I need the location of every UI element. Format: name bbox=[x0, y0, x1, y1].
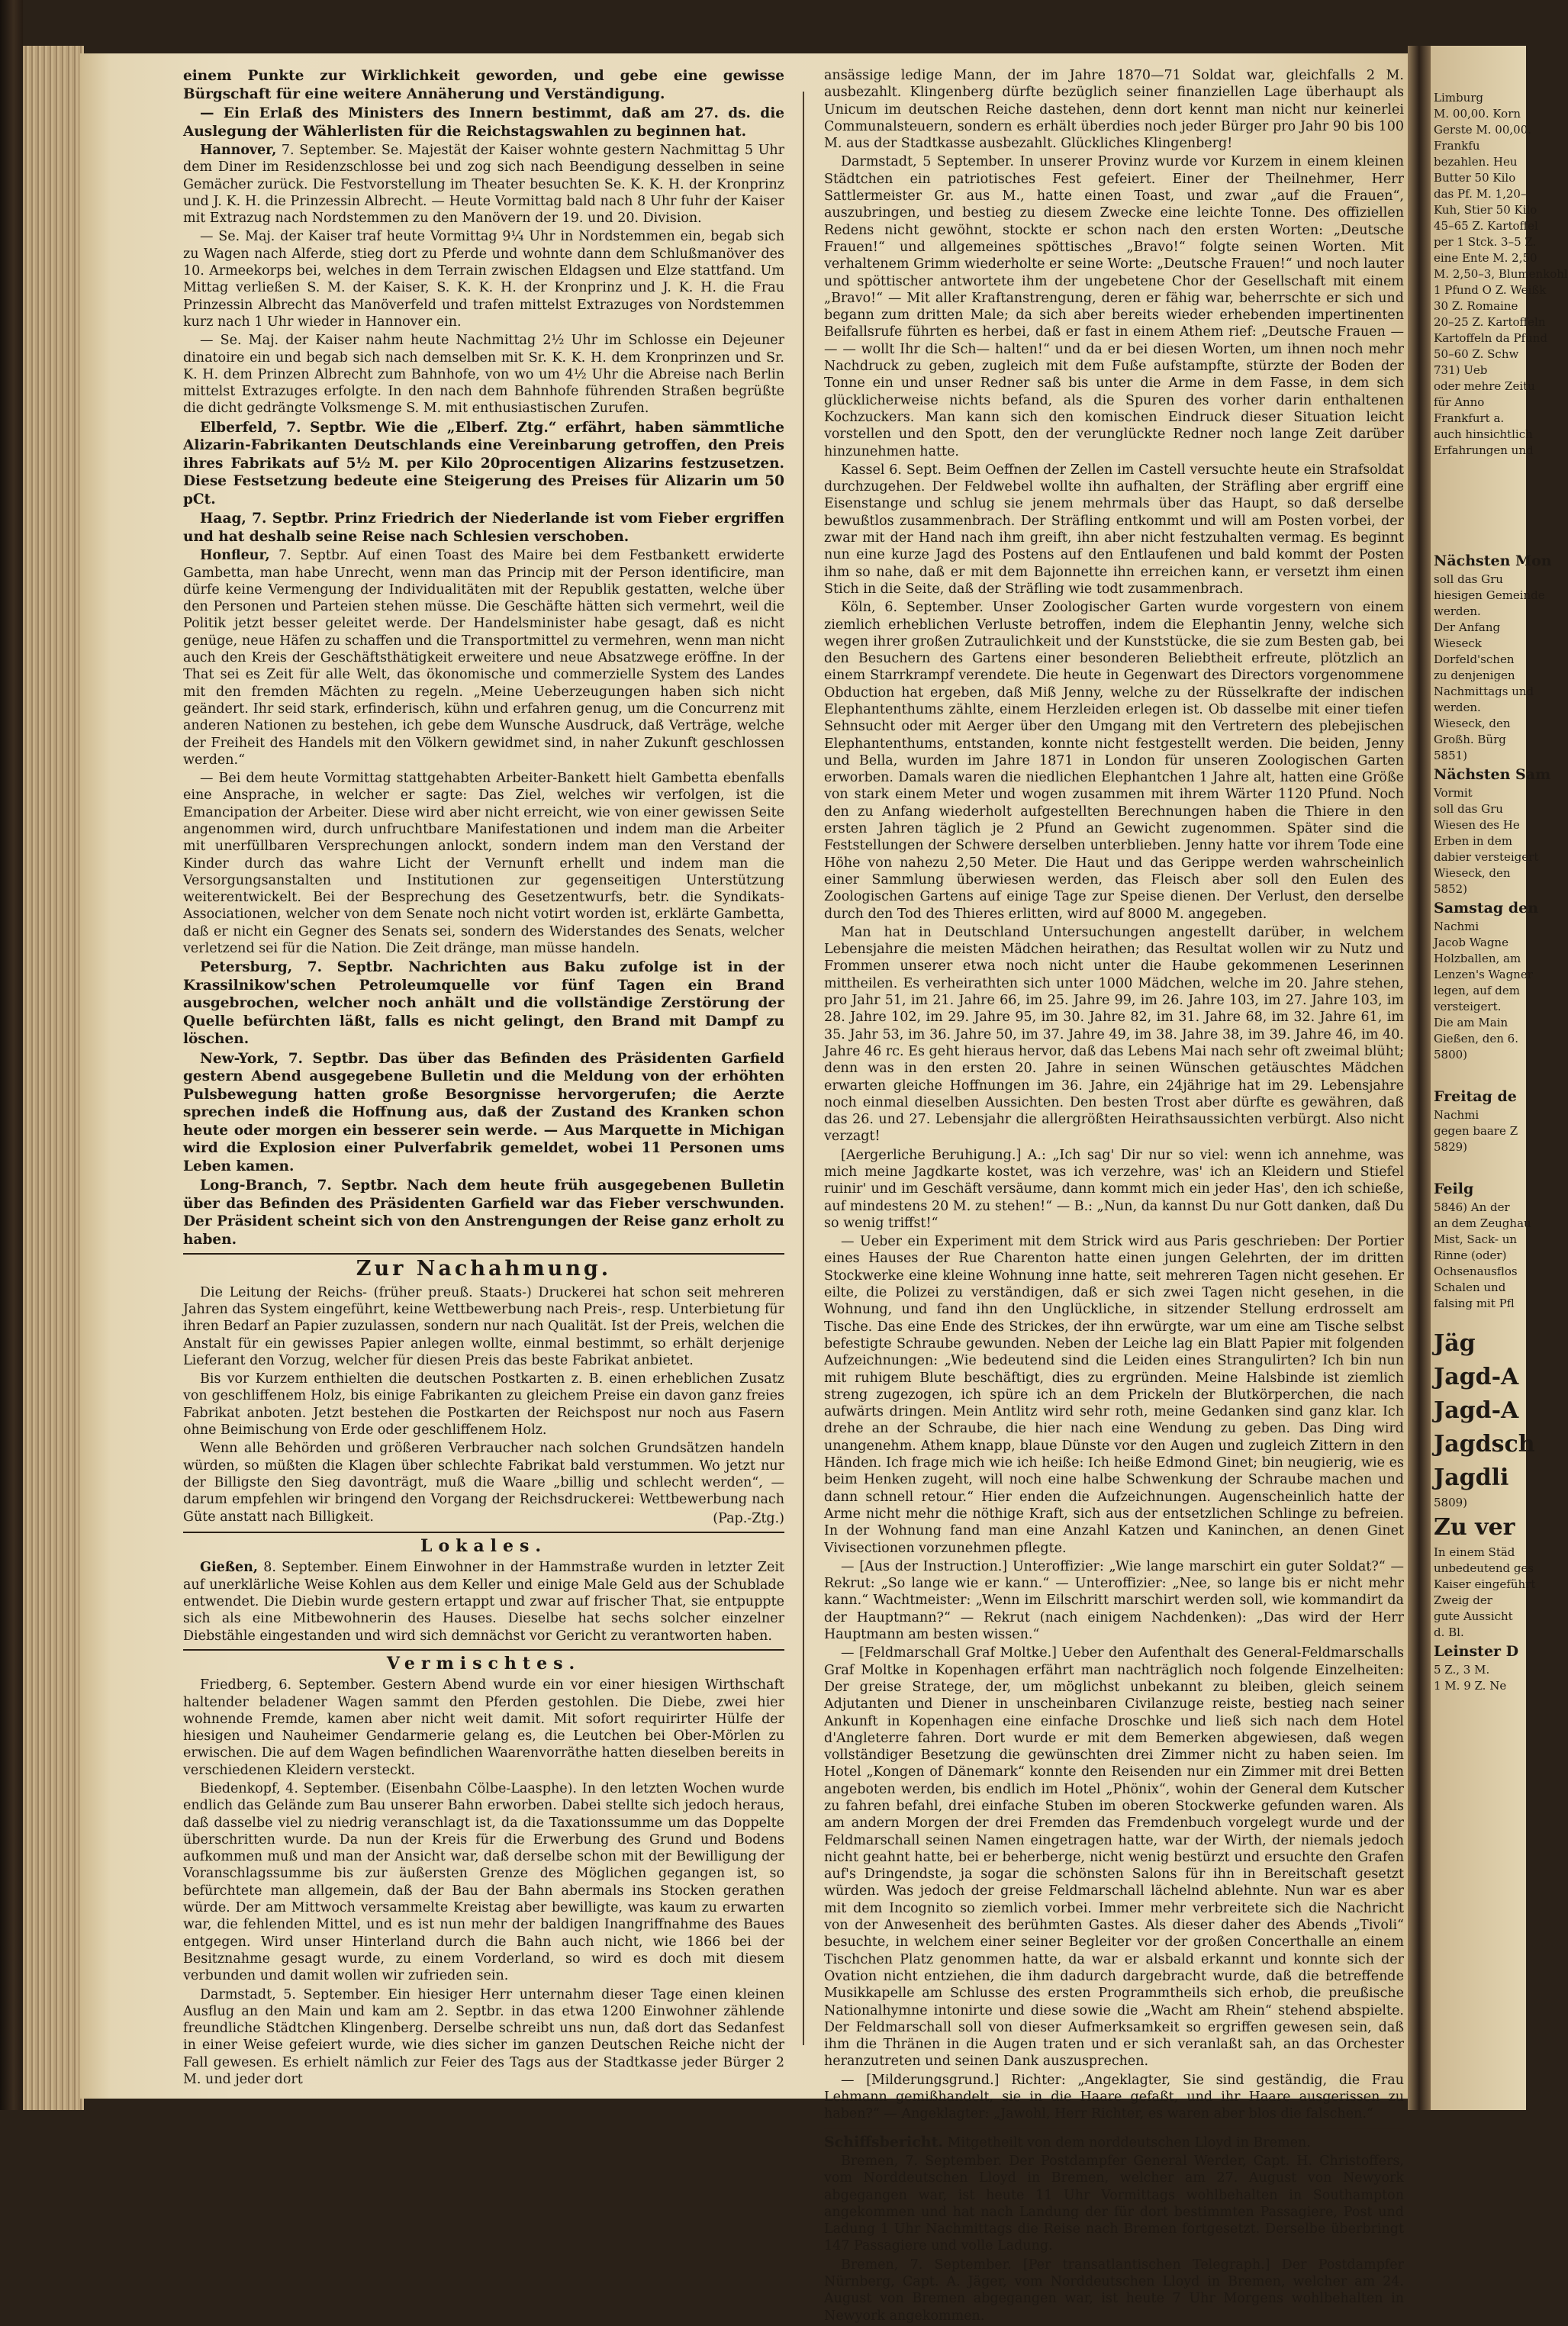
margin-text-line: gute Aussicht bbox=[1434, 1609, 1513, 1623]
margin-text-line: Jagd-A bbox=[1434, 1397, 1519, 1424]
article-newyork: New-York, 7. Septbr. Das über das Befinden des Präsidenten Garfield gestern Abend ausgegebene Bulletin und die Meldung von der erhöhten Pulsbewegung hatten große Besorgnisse hervorgerufen; die Aerzte sprechen indeß die Hoffnung aus, daß der Zustand des Kranken schon heute oder morgen ein besserer sein werde. — Aus Marquette in Michigan wird die Explosion einer Pulverfabrik gemeldet, wobei 11 Personen ums Leben kamen. bbox=[183, 1050, 784, 1174]
article-elberfeld: Elberfeld, 7. Septbr. Wie die „Elberf. Ztg.“ erfährt, haben sämmtliche Alizarin-Fabrikanten Deutschlands eine Vereinbarung getroffen, den Preis ihres Fabrikats auf 5½ M. per Kilo 20procentigen Alizarins festzusetzen. Diese Festsetzung bedeute eine Steigerung des Preises für Alizarin um 50 pCt. bbox=[183, 419, 784, 507]
margin-text-line: Jacob Wagne bbox=[1434, 936, 1508, 949]
article-giessen bbox=[183, 1559, 784, 1644]
lead-paragraph: einem Punkte zur Wirklichkeit geworden, und gebe eine gewisse Bürgschaft für eine weitere Annäherung und Verständigung. bbox=[183, 68, 784, 102]
margin-text-line: 45–65 Z. Kartoffel bbox=[1434, 219, 1538, 233]
margin-text-line: d. Bl. bbox=[1434, 1625, 1464, 1639]
margin-text-line: Butter 50 Kilo bbox=[1434, 171, 1516, 185]
margin-text-line: Jagdli bbox=[1434, 1464, 1509, 1491]
lead-paragraph: — Ein Erlaß des Ministers des Innern bestimmt, daß am 27. ds. die Auslegung der Wählerlisten für die Reichstagswahlen zu beginnen hat. bbox=[183, 105, 784, 140]
margin-text-line: für Anno bbox=[1434, 395, 1485, 409]
margin-text-line: eine Ente M. 2,50 bbox=[1434, 251, 1537, 265]
column-divider bbox=[803, 92, 804, 2045]
section-title-lokales: Lokales. bbox=[420, 1536, 548, 1557]
margin-text-line: 5846) An der bbox=[1434, 1200, 1510, 1214]
margin-text-line: Limburg bbox=[1434, 91, 1484, 105]
margin-text-line: Wiesen des He bbox=[1434, 818, 1520, 832]
margin-text-line: legen, auf dem bbox=[1434, 984, 1520, 997]
article-text: 8. September. Einem Einwohner in der Hammstraße wurden in letzter Zeit auf unerklärliche Weise Kohlen aus dem Keller und einige Male Geld aus der Schublade entwendet. Die Diebin wurde gestern ertappt und zwar auf frischer That, sie entpuppte sich als eine Mitbewohnerin des Hauses. Dieselbe hat sechs solcher einzelner Diebstähle eingestanden und wird sich demnächst vor Gericht zu verantworten haben. bbox=[183, 1560, 784, 1644]
article-paragraph: Darmstadt, 5 September. In unserer Provinz wurde vor Kurzem in einem kleinen Städtchen ein patriotisches Fest gefeiert. Einer der Theilnehmer, Herr Sattlermeister Gr. aus M., hatte einen Toast, und zwar „auf die Frauen“, auszubringen, und bestieg zu diesem Zwecke eine leichte Tonne. Des offiziellen Redens nicht gewöhnt, stockte er schon nach den ersten Worten: „Deutsche Frauen!“ und allgemeines spöttisches „Bravo!“ folgte seinen Worten. Mit verhaltenem Grimm wiederholte er seine Worte: „Deutsche Frauen!“ und noch lauter und spöttischer antwortete ihm der ungebetene Chor der Gesellschaft mit einem „Bravo!“ — Mit aller Kraftanstrengung, deren er fähig war, beherrschte er sich und begann zum dritten Male; da sich aber bereits wieder erhebenden impertinenten Beifallsrufe führten es herbei, daß er fast in einem Athem rief: „Deutsche Frauen — — — wollt Ihr die Sch— halten!“ und da er bei diesen Worten, um ihnen noch mehr Nachdruck zu geben, zugleich mit dem Fuße aufstampfte, stürzte der Boden der Tonne ein und unser Redner saß bis unter die Arme in dem Fasse, in dem sich glücklicherweise nichts befand, als die Spuren des vorher darin enthaltenen Kochzuckers. Man kann sich den komischen Eindruck dieser Situation leicht vorstellen und den Spott, den der verunglückte Redner noch lange Zeit darüber hinzunehmen hatte. bbox=[824, 154, 1404, 459]
margin-text-line: M. 00,00. Korn bbox=[1434, 107, 1521, 121]
margin-text-line: werden. bbox=[1434, 701, 1481, 714]
margin-text-line: Erben in dem bbox=[1434, 834, 1512, 848]
article-paragraph: — Se. Maj. der Kaiser traf heute Vormittag 9¼ Uhr in Nordstemmen ein, begab sich zu Wagen nach Alferde, stieg dort zu Pferde und wohnte dann dem Schlußmanöver des 10. Armeekorps bei, welches in dem Terrain zwischen Eldagsen und Elze stattfand. Um Mittag verließen S. M. der Kaiser, S. K. K. H. der Kronprinz und J. K. H. die Frau Prinzessin Albrecht das Manöverfeld und trafen mittelst Extrazuges von Nordstemmen kurz nach 1 Uhr wieder in Hannover ein. bbox=[183, 229, 784, 330]
margin-text-line: versteigert. bbox=[1434, 1000, 1502, 1013]
margin-text-line: 20–25 Z. Kartoffeln bbox=[1434, 315, 1546, 329]
article-paragraph: ansässige ledige Mann, der im Jahre 1870—71 Soldat war, gleichfalls 2 M. ausbezahlt. Klingenberg dürfte bezüglich seiner finanziellen Lage überhaupt als Unicum im deutschen Reiche dastehen, denn dort kennt man nicht nur keinerlei Communalsteuern, sondern es erhält überdies noch jeder Bürger pro Jahr 90 bis 100 M. aus der Stadtkasse ausbezahlt. Glückliches Klingenberg! bbox=[824, 68, 1404, 152]
margin-text-line: 731) Ueb bbox=[1434, 363, 1488, 377]
margin-text-line: das Pf. M. 1,20– bbox=[1434, 187, 1527, 201]
margin-text-line: 5 Z., 3 M. bbox=[1434, 1663, 1490, 1677]
margin-text-line: Jagd-A bbox=[1434, 1364, 1519, 1390]
article-paragraph: Bremen, 7. September. [Per transatlantischen Telegraph.] Der Postdampfer Nürnberg, Capt. A. Jäger, vom Norddeutschen Lloyd in Bremen, welcher am 24. August von Bremen abgegangen war, ist heute 7 Uhr Morgens wohlbehalten in Newyork angekommen. bbox=[824, 2257, 1404, 2324]
margin-text-line: In einem Städ bbox=[1434, 1545, 1515, 1559]
margin-text-line: Der Anfang bbox=[1434, 620, 1501, 634]
margin-text-line: Mist, Sack- un bbox=[1434, 1232, 1518, 1246]
margin-text-line: Holzballen, am bbox=[1434, 952, 1521, 965]
margin-text-line: Rinne (oder) bbox=[1434, 1248, 1507, 1262]
margin-text-line: falsing mit Pfl bbox=[1434, 1297, 1515, 1310]
margin-text-line: 1 Pfund O Z. Weißk bbox=[1434, 283, 1547, 297]
article-paragraph: Darmstadt, 5. September. Ein hiesiger Herr unternahm dieser Tage einen kleinen Ausflug an den Main und kam am 2. Septbr. in das etwa 1200 Einwohner zählende freundliche Städtchen Klingenberg. Derselbe schreibt uns nun, daß dort das Sedanfest in einer Weise gefeiert wurde, wie dies sicher im ganzen Deutschen Reiche nicht der Fall gewesen. Es erhielt nämlich zur Feier des Tags aus der Stadtkasse jeder Bürger 2 M. und jeder dort bbox=[183, 1986, 784, 2088]
source-credit: (Pap.-Ztg.) bbox=[713, 1510, 784, 1526]
article-paragraph: Friedberg, 6. September. Gestern Abend wurde ein vor einer hiesigen Wirthschaft haltender beladener Wagen sammt den Pferden gestohlen. Die Diebe, zwei hier wohnende Fremde, kamen aber nicht weit damit. Mit sofort requirirter Hülfe der hiesigen und Nauheimer Gendarmerie gelang es, die Leutchen bei Ober-Mörlen zu erwischen. Die auf dem Wagen befindlichen Waarenvorräthe hatten dieselben bereits in verschiedenen Kleidern versteckt. bbox=[183, 1677, 784, 1778]
margin-text-line: unbedeutend ges bbox=[1434, 1561, 1534, 1575]
article-haag: Haag, 7. Septbr. Prinz Friedrich der Niederlande ist vom Fieber ergriffen und hat deshalb seine Reise nach Schlesien verschoben. bbox=[183, 511, 784, 545]
section-divider bbox=[183, 1253, 784, 1255]
place-name: Gießen, bbox=[200, 1560, 258, 1576]
margin-text-line: 50–60 Z. Schw bbox=[1434, 347, 1519, 361]
margin-text-line: 1 M. 9 Z. Ne bbox=[1434, 1679, 1507, 1693]
margin-text-line: per 1 Stck. 3–5 Z. bbox=[1434, 235, 1537, 249]
margin-text-line: M. 2,50–3, Blumenkohl bbox=[1434, 267, 1568, 281]
article-paragraph: — [Aus der Instruction.] Unteroffizier: „Wie lange marschirt ein guter Soldat?“ — Rekrut: „So lange wie er kann.“ — Unteroffizier: „Nee, so lange bis er nicht mehr kann.“ Wachtmeister: „Wenn im Eilschritt marschirt werden soll, wie kommandirt da der Hauptmann?“ — Rekrut (nach einigem Nachdenken): „Das wird der Herr Hauptmann am besten wissen.“ bbox=[824, 1558, 1404, 1643]
margin-text-line: Nachmi bbox=[1434, 1108, 1479, 1122]
margin-text-line: hiesigen Gemeinde bbox=[1434, 588, 1545, 602]
margin-text-line: Jäg bbox=[1434, 1330, 1476, 1357]
article-paragraph: Bis vor Kurzem enthielten die deutschen Postkarten z. B. einen erheblichen Zusatz von geschliffenem Holz, bis einige Fabrikanten zu gleichem Preise ein davon ganz freies Fabrikat anboten. Jetzt bestehen die Postkarten der Reichspost nur noch aus Fasern ohne Beimischung von Erde oder geschliffenem Holz. bbox=[183, 1371, 784, 1438]
margin-spacer bbox=[1431, 459, 1568, 550]
left-column bbox=[183, 67, 784, 2089]
margin-text-line: zu denjenigen bbox=[1434, 668, 1515, 682]
margin-spacer bbox=[1431, 1312, 1568, 1327]
margin-text-line: soll das Gru bbox=[1434, 802, 1503, 816]
margin-text-line: 5800) bbox=[1434, 1048, 1468, 1062]
section-title-nachahmung: Zur Nachahmung. bbox=[356, 1257, 612, 1281]
margin-text-line: auch hinsichtlich bbox=[1434, 427, 1533, 441]
margin-text-line: an dem Zeughau bbox=[1434, 1216, 1531, 1230]
place-name: Hannover, bbox=[200, 143, 277, 158]
margin-text-line: Samstag den bbox=[1434, 900, 1539, 917]
article-petersburg: Petersburg, 7. Septbr. Nachrichten aus Baku zufolge ist in der Krassilnikow'schen Petroleumquelle vor fünf Tagen ein Brand ausgebrochen, welcher noch anhält und die vollständige Zerstörung der Quelle befürchten läßt, falls es nicht gelingt, den Brand mit Dampf zu löschen. bbox=[183, 959, 784, 1048]
section-title-schiffsbericht: Schiffsbericht. bbox=[824, 2133, 943, 2150]
margin-text-line: Leinster D bbox=[1434, 1643, 1519, 1660]
margin-text-line: bezahlen. Heu bbox=[1434, 155, 1518, 169]
article-paragraph: Köln, 6. September. Unser Zoologischer Garten wurde vorgestern von einem ziemlich erheblichen Verluste betroffen, indem die Elephantin Jenny, welche sich wegen ihrer großen Zutraulichkeit und der Kunststücke, die sie zum Besten gab, bei den Besuchern des Gartens einer besonderen Beliebtheit erfreute, plötzlich an einem Starrkrampf verendete. Die heute in Gegenwart des Directors vorgenommene Obduction hat ergeben, daß Miß Jenny, welche zu der Rüsselkrafte der indischen Elephantenthums zählte, einem Herzleiden erlegen ist. Ob dasselbe mit einer tiefen Sehnsucht oder mit Aerger über den Umgang mit den Vertretern des plebejischen Elephantenthums, entstanden, konnte nicht festgestellt werden. Die beiden, Jenny und Bella, wurden im Jahre 1871 in London für unseren Zoologischen Garten erworben. Damals waren die niedlichen Elephantchen 1 Jahre alt, hatten eine Größe von stark einem Meter und wogen zusammen mit ihrem Wärter 1120 Pfund. Noch den zu Anfang wiederholt aufgestellten Berechnungen haben die Thiere in den ersten Jahren täglich je 2 Pfund an Gewicht zugenommen. Später sind die Feststellungen der Schwere derselben unterblieben. Jenny hatte vor ihrem Tode eine Höhe von nahezu 2,50 Meter. Die Haut und das Gerippe werden wahrscheinlich einer Sammlung überwiesen werden, das Fleisch aber soll den Eulen des Zoologischen Gartens auf einige Tage zur Speise dienen. Der Verlust, den derselbe durch den Tod des Thieres erlitten, wird auf 8000 M. angegeben. bbox=[824, 600, 1404, 922]
article-paragraph: — Se. Maj. der Kaiser nahm heute Nachmittag 2½ Uhr im Schlosse ein Dejeuner dinatoire ein und begab sich nach demselben mit Sr. K. K. H. dem Kronprinzen und Sr. K. H. dem Prinzen Albrecht zum Bahnhofe, von wo um 4½ Uhr die Abreise nach Berlin mittelst Extrazuges erfolgte. In den nach dem Bahnhofe führenden Straßen begrüßte die dicht gedrängte Volksmenge S. M. mit enthusiastischen Zurufen. bbox=[183, 333, 784, 417]
book-gutter bbox=[1408, 46, 1431, 2110]
margin-text-line: 5809) bbox=[1434, 1496, 1468, 1509]
article-honfleur bbox=[183, 547, 784, 768]
article-longbranch: Long-Branch, 7. Septbr. Nach dem heute früh ausgegebenen Bulletin über das Befinden des Präsidenten Garfield war das Fieber verschwunden. Der Präsident scheint sich von den Anstrengungen der Reise ganz erholt zu haben. bbox=[183, 1177, 784, 1248]
article-paragraph: Kassel 6. Sept. Beim Oeffnen der Zellen im Castell versuchte heute ein Strafsoldat durchzugehen. Der Feldwebel wollte ihn aufhalten, der Sträfling aber ergriff eine Eisenstange und schlug sie jenem mehrmals über das Haupt, so daß derselbe bewußtlos zusammenbrach. Der Sträfling entkommt und will am Posten vorbei, der zwar mit der Hand nach ihm greift, ihn aber nicht festzuhalten vermag. Es beginnt nun eine kurze Jagd des Postens auf den Entlaufenen und bald kommt der Posten ihm so nahe, daß er mit dem Bajonnette ihn erreichen kann, er versetzt ihm einen Stich in die Seite, daß der Sträfling wie todt zusammenbrach. bbox=[824, 462, 1404, 597]
margin-text-line: Dorfeld'schen bbox=[1434, 652, 1515, 666]
margin-text-line: Ochsenausflos bbox=[1434, 1264, 1518, 1278]
article-hannover bbox=[183, 142, 784, 227]
margin-text-line: Erfahrungen und bbox=[1434, 443, 1534, 457]
margin-text-line: Schalen und bbox=[1434, 1281, 1506, 1294]
margin-text-line: soll das Gru bbox=[1434, 572, 1503, 586]
ship-report-header bbox=[824, 2134, 1404, 2151]
margin-text-line: dabier versteigert bbox=[1434, 850, 1539, 864]
article-paragraph: Man hat in Deutschland Untersuchungen angestellt darüber, in welchem Lebensjahre die meisten Mädchen heirathen; das Resultat wollen wir zu Nutz und Frommen unserer etwa noch nicht unter die Haube gekommenen Leserinnen mittheilen. Es verheirathten sich unter 1000 Mädchen, welche im 20. Jahre stehen, pro Jahr 51, im 21. Jahre 66, im 25. Jahre 99, im 26. Jahre 103, im 27. Jahre 103, im 28. Jahre 102, im 29. Jahre 95, im 30. Jahre 82, im 31. Jahre 68, im 32. Jahre 61, im 35. Jahr 53, im 36. Jahre 50, im 37. Jahre 49, im 38. Jahre 38, im 39. Jahre 46, im 40. Jahre 46 rc. Es geht hieraus hervor, daß das Lebens Mai nach sehr oft zweimal blüht; denn was in den ersten 20. Jahre in seinen Wünschen getäuschtes Mädchen erwarten gleiche Hoffnungen im 36. Jahre, ein 24jährige hat im 29. Lebensjahre noch einmal dieselben Aussichten. Den besten Trost aber dürfte es gewähren, daß das 26. und 27. Lebensjahr die allergrößten Heirathsaussichten verbürgt. Also nicht verzagt! bbox=[824, 924, 1404, 1145]
margin-text-line: oder mehre Zeitu bbox=[1434, 379, 1535, 393]
margin-text-line: 5852) bbox=[1434, 882, 1468, 896]
margin-text-line: Lenzen's Wagner bbox=[1434, 968, 1533, 981]
right-column bbox=[824, 67, 1404, 2326]
margin-text-line: Die am Main bbox=[1434, 1016, 1508, 1029]
margin-text-line: Freitag de bbox=[1434, 1088, 1517, 1105]
place-name: Honfleur, bbox=[200, 548, 270, 564]
page-stack-edge bbox=[23, 46, 84, 2110]
section-title-vermischtes: Vermischtes. bbox=[386, 1653, 581, 1674]
article-paragraph: Bremen, 7. September. Der Postdampfer General Werder, Capt. H. Christoffers, vom Norddeutschen Lloyd in Bremen, welcher am 27. August von Newyork abgegangen war, ist heute 11 Uhr Vormittags wohlbehalten in Southampton angekommen und hat nach Landung der für dort bestimmten Passagiere, Post und Ladung 1 Uhr Nachmittags die Reise nach Bremen fortgesetzt. Derselbe überbringt 147 Passagiere und volle Ladung. bbox=[824, 2153, 1404, 2254]
article-text: 7. Septbr. Auf einen Toast des Maire bei dem Festbankett erwiderte Gambetta, man habe Unrecht, wenn man das Princip mit der Person identificire, man dürfe keine Vermengung der Individualitäten mit der Republik gestatten, welche über den Personen und Parteien stehen müsse. Die Geschäfte hätten sich vermehrt, weil die Politik jetzt besser geleitet werde. Der Handelsminister habe gesagt, daß es nicht genüge, neue Häfen zu schaffen und die Transportmittel zu vermehren, wenn man nicht auch den Kreis der Geschäftsthätigkeit erweitere und neue Absatzwege eröffne. In der That sei es Zeit für alle Welt, das ökonomische und commerzielle System des Landes mit den fremden Mächten zu regeln. „Meine Ueberzeugungen haben sich nicht geändert. Ihr seid stark, erfinderisch, kühn und erfahren genug, um die Concurrenz mit anderen Nationen zu bestehen, ich gebe dem Wunsche Ausdruck, daß Verträge, welche der Freiheit des Handels mit den Völkern gewidmet sind, in naher Zukunft geschlossen werden.“ bbox=[183, 548, 784, 768]
article-paragraph: — Ueber ein Experiment mit dem Strick wird aus Paris geschrieben: Der Portier eines Hauses der Rue Charenton hatte einen jungen Gelehrten, der im dritten Stockwerke eine kleine Wohnung inne hatte, seit mehreren Tagen nicht gesehen. Er eilte, die Polizei zu verständigen, daß er sich zwei Tagen nicht gesehen, in die Wohnung, und fand ihn den Unglückliche, in sitzender Stellung erdrosselt am Tische. Das eine Ende des Strickes, der ihn erwürgte, war um eine am Tische selbst befestigte Schraube gewunden. Neben der Leiche lag ein Blatt Papier mit folgenden Aufzeichnungen: „Wie bedeutend sind die Leiden eines Strangulirten? Ich bin nun mit ruhigem Blute beschäftigt, dies zu ergründen. Meine Halsbinde ist ziemlich streng zugezogen, ich spüre ich an dem Prickeln der Blutkörperchen, die nach aufwärts dringen. Mein Antlitz wird sehr roth, meine Gedanken sind ganz klar. Ich drehe an der Schraube, die hier nach eine Wendung zu geben. Das Ding wird unangenehm. Athem knapp, blaue Dünste vor den Augen und zugleich Zittern in den Händen. Ich frage mich wie ich heiße: Ich heiße Edmond Ginet; bin neugierig, wie es beim Henken zugeht, will noch eine halbe Schwenkung der Schraube machen und dann schnell retour.“ Hier enden die Aufzeichnungen. Augenscheinlich hatte der Arme nicht mehr die nöthige Kraft, sich aus der entsetzlichen Schlinge zu befreien. In der Wohnung fand man eine Anzahl Katzen und Kaninchen, an denen Ginet Vivisectionen vorzunehmen pflegte. bbox=[824, 1234, 1404, 1556]
section-divider bbox=[183, 1649, 784, 1651]
article-paragraph: [Aergerliche Beruhigung.] A.: „Ich sag' Dir nur so viel: wenn ich annehme, was mich meine Jagdkarte kostet, was ich verzehre, was' ich an Kleidern und Stiefel ruinir' und im Geschäft versäume, dann kommt mich ein jeder Has', den ich schieße, auf mindestens 20 M. zu stehen!“ — B.: „Nun, da kannst Du nur Gott danken, daß Du so wenig triffst!“ bbox=[824, 1147, 1404, 1231]
margin-text-line: Wieseck, den bbox=[1434, 866, 1511, 880]
article-text: 7. September. Se. Majestät der Kaiser wohnte gestern Nachmittag 5 Uhr dem Diner im Residenzschlosse bei und zog sich nach Beendigung desselben in seine Gemächer zurück. Die Festvorstellung im Theater besuchten Se. K. K. H. der Kronprinz und J. K. H. die Prinzessin Albrecht. — Heute Vormittag bald nach 8 Uhr fuhr der Kaiser mit Extrazug nach Nordstemmen zu den Manövern der 19. und 20. Division. bbox=[183, 143, 784, 227]
ship-report-subtitle: Mitgetheilt von dem norddeutschen Lloyd in Bremen. bbox=[947, 2134, 1311, 2150]
margin-text-line: Großh. Bürg bbox=[1434, 733, 1506, 746]
margin-text-line: Nachmittags und bbox=[1434, 685, 1534, 698]
margin-text-line: Wieseck bbox=[1434, 636, 1482, 650]
margin-text-line: Nächsten Mon bbox=[1434, 553, 1552, 569]
margin-text-line: Feilg bbox=[1434, 1181, 1474, 1197]
margin-text-line: Nachmi bbox=[1434, 920, 1479, 933]
margin-text-line: 5829) bbox=[1434, 1140, 1468, 1154]
margin-text-line: Vormit bbox=[1434, 786, 1473, 800]
adjacent-page-text bbox=[1431, 90, 1568, 1694]
margin-text-line: 30 Z. Romaine bbox=[1434, 299, 1518, 313]
margin-text-line: Frankfu bbox=[1434, 139, 1480, 153]
article-paragraph: Die Leitung der Reichs- (früher preuß. Staats-) Druckerei hat schon seit mehreren Jahren das System eingeführt, keine Wettbewerbung nach Preis-, resp. Unterbietung für ihren Bedarf an Papier zuzulassen, sondern nur nach Qualität. Ist der Preis, welchen die Anstalt für ein gewisses Papier anlegen wollte, einmal bestimmt, so erhält derjenige Lieferant den Vorzug, welcher für diesen Preis das beste Fabrikat anbietet. bbox=[183, 1284, 784, 1368]
article-paragraph: — [Milderungsgrund.] Richter: „Angeklagter, Sie sind geständig, die Frau Lehmann gemißhandelt, sie in die Haare gefaßt, und ihr Haare ausgerissen zu haben?“ — Angeklagter: „Jawohl, Herr Richter, es waren aber blos die falschen.“ bbox=[824, 2072, 1404, 2122]
margin-text-line: Frankfurt a. bbox=[1434, 411, 1505, 425]
section-divider bbox=[183, 1532, 784, 1533]
margin-spacer bbox=[1431, 1155, 1568, 1178]
article-paragraph: Biedenkopf, 4. September. (Eisenbahn Cölbe-Laasphe). In den letzten Wochen wurde endlich das Gelände zum Bau unserer Bahn erworben. Dabei stellte sich jedoch heraus, daß dasselbe viel zu niedrig veranschlagt ist, da die Taxationssumme um das Doppelte überschritten wurde. Da nun der Kreis für die Erwerbung des Grund und Bodens aufkommen muß und man der Ansicht war, daß derselbe schon mit der Bewilligung der Voranschlagssumme bis zur äußersten Grenze des Möglichen gegangen ist, so befürchtete man allgemein, daß der Bau der Bahn abermals ins Stocken gerathen würde. Der am Mittwoch versammelte Kreistag aber bewilligte, was kaum zu erwarten war, die fehlenden Mittel, und es ist nun mehr der baldigen Inangriffnahme des Baues entgegen. Wird unser Hinterland durch die Bahn auch nicht, wie 1866 bei der Besitznahme gesagt wurde, zu einem Vorderland, so wird es doch mit diesem verbunden und damit wollen wir zufrieden sein. bbox=[183, 1780, 784, 1984]
margin-spacer bbox=[1431, 1063, 1568, 1086]
margin-text-line: 5851) bbox=[1434, 749, 1468, 762]
margin-text-line: gegen baare Z bbox=[1434, 1124, 1518, 1138]
margin-text-line: Zu ver bbox=[1434, 1514, 1515, 1541]
margin-text-line: Gießen, den 6. bbox=[1434, 1032, 1518, 1045]
article-paragraph: Wenn alle Behörden und größeren Verbraucher nach solchen Grundsätzen handeln würden, so müßten die Klagen über schlechte Fabrikat bald verstummen. Wo jetzt nur der Billigste den Sieg davonträgt, muß die Waare „billig und schlecht werden“, — darum empfehlen wir bringend den Vorgang der Reichsdruckerei: Wettbewerbung nach Güte anstatt nach Billigkeit. bbox=[183, 1441, 784, 1525]
margin-text-line: Jagdsch bbox=[1434, 1431, 1535, 1458]
margin-text-line: Kuh, Stier 50 Kilo bbox=[1434, 203, 1537, 217]
margin-text-line: Kaiser eingeführt bbox=[1434, 1577, 1536, 1591]
margin-text-line: Gerste M. 00,00. bbox=[1434, 123, 1532, 137]
article-paragraph: — [Feldmarschall Graf Moltke.] Ueber den Aufenthalt des General-Feldmarschalls Graf Moltke in Kopenhagen erfährt man nachträglich noch folgende Einzelheiten: Der greise Stratege, der, um möglichst unbekannt zu bleiben, gleich seinem Adjutanten und Diener in unscheinbaren Civilanzuge reiste, bestieg nach seiner Ankunft in Kopenhagen eine einfache Droschke und ließ sich nach dem Hotel d'Angleterre fahren. Dort wurde er mit dem Bemerken abgewiesen, daß wegen vollständiger Besetzung die gewünschten drei Zimmer nicht zu haben seien. Im Hotel „Kongen of Dänemark“ konnte den Reisenden nur ein Zimmer mit drei Betten angeboten werden, bis endlich im Hotel „Phönix“, wohin der General dem Kutscher zu fahren befahl, drei einfache Stuben im oberen Stockwerke gefunden waren. Als am andern Morgen der drei Fremden das Fremdenbuch vorgelegt wurde und der Feldmarschall seinen Namen eingetragen hatte, war der Wirth, der niemals jedoch nicht geahnt hatte, bei er beherberge, nicht wenig bestürzt und ersuchte den Grafen auf's Dringendste, ja sogar die schönsten Salons für ihn in Bereitschaft gesetzt würden. Was jedoch der greise Feldmarschall lächelnd ablehnte. Nun war es aber mit dem Incognito so ziemlich vorbei. Immer mehr verbreitete sich die Nachricht von der Anwesenheit des berühmten Gastes. Als dieser daher des Abends „Tivoli“ besuchte, in welchem einer seiner Begleiter vor der großen Concerthalle an einem Tischchen Platz genommen hatte, da war er alsbald erkannt und konnte sich der Ovation nicht entziehen, die ihm dadurch dargebracht wurde, daß die betreffende Musikkapelle am Schlusse des ersten Programmtheils sich erhob, die preußische Nationalhymne intonirte und diese sowie die „Wacht am Rhein“ stehend abspielte. Der Feldmarschall soll von dieser Aufmerksamkeit so ergriffen gewesen sein, daß ihm die Thränen in die Augen traten und er sich veranlaßt sah, an das Orchester heranzutreten und seinen Dank auszusprechen. bbox=[824, 1645, 1404, 2070]
adjacent-page-cropped bbox=[1431, 46, 1568, 2110]
book-binding bbox=[0, 0, 23, 2110]
margin-text-line: Wieseck, den bbox=[1434, 717, 1511, 730]
margin-text-line: Kartoffeln da Pfund bbox=[1434, 331, 1548, 345]
article-paragraph: — Bei dem heute Vormittag stattgehabten Arbeiter-Bankett hielt Gambetta ebenfalls eine Ansprache, in welcher er sagte: Das Ziel, welches wir verfolgen, ist die Emancipation der Arbeiter. Diese wird aber nicht erreicht, wie von einer gewissen Seite angenommen wird, durch unfruchtbare Manifestationen und indem man die Arbeiter mit unerfüllbaren Versprechungen anlockt, sondern indem man den Verstand der Kinder durch das wahre Licht der Vernunft erhellt und indem man die Versorgungsanstalten und Institutionen zur gegenseitigen Unterstützung weiterentwickelt. Bei der Besprechung des Gesetzentwurfs, betr. die Syndikats-Associationen, welcher von dem Senate noch nicht votirt worden ist, erklärte Gambetta, daß er nicht ein Gegner des Senats sei, sondern des Widerstandes des Senats, welcher verletzend sei für die Nation. Die Zeit dränge, man müsse handeln. bbox=[183, 771, 784, 957]
margin-text-line: Nächsten Sam bbox=[1434, 766, 1551, 783]
margin-text-line: Zweig der bbox=[1434, 1593, 1492, 1607]
section-divider bbox=[824, 2128, 1404, 2129]
margin-text-line: werden. bbox=[1434, 604, 1481, 618]
